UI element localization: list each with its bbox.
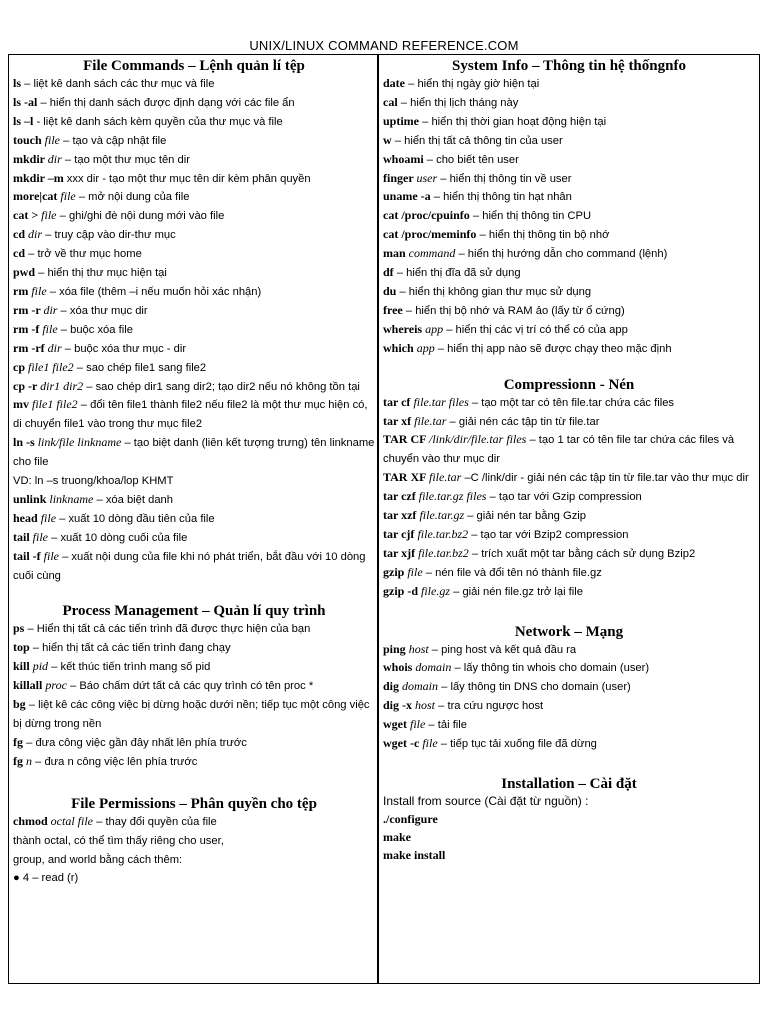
command-argument: dir (47, 340, 62, 355)
command-description: VD: ln –s truong/khoa/lop KHMT (13, 475, 174, 488)
section-title-system: System Info – Thông tin hệ thốngnfo (452, 58, 686, 74)
command-description: – cho biết tên user (423, 153, 519, 166)
command-line (13, 75, 375, 94)
command-line (383, 394, 755, 413)
command-argument: octal file (50, 813, 93, 828)
command-description: – tạo một thư mục tên dir (61, 153, 190, 166)
command-name: pwd (13, 265, 36, 280)
command-name: tar xf (383, 413, 415, 428)
command-name: unlink (13, 491, 50, 506)
command-description: – lấy thông tin DNS cho domain (user) (438, 681, 631, 694)
command-name: cd (13, 246, 25, 261)
command-argument: file (407, 564, 423, 579)
command-argument: file (44, 132, 60, 147)
command-description: – hiển thị thời gian hoạt động hiện tại (419, 115, 607, 128)
command-description: – hiển thị đĩa đã sử dụng (393, 267, 521, 280)
command-description: – Hiển thị tất cả các tiến trình đã được thực hiện của bạn (24, 623, 311, 636)
command-description: – buộc xóa thư mục - dir (61, 342, 187, 355)
command-description: – thay đổi quyền của file (93, 815, 217, 828)
section-title-installation: Installation – Cài đặt (501, 776, 637, 792)
command-name: cal (383, 94, 398, 109)
command-description: group, and world bằng cách thêm: (13, 853, 183, 866)
command-description: – hiển thị danh sách được định dạng với các file ẩn (37, 96, 295, 109)
command-description: – tạo một tar có tên file.tar chứa các files (468, 396, 675, 409)
command-description: – hiển thị app nào sẽ được chạy theo mặc định (434, 342, 672, 355)
command-argument: file.gz (421, 583, 451, 598)
command-description: – kết thúc tiến trình mang số pid (48, 661, 211, 674)
command-description: – xuất nội dung của file khi nó phát triển, bắt đầu với 10 dòng cuối cùng (13, 550, 366, 582)
command-name: killall (13, 678, 46, 693)
command-argument: file1 file2 (32, 397, 78, 412)
command-line (13, 734, 375, 753)
command-line (13, 639, 375, 658)
command-argument: file (43, 548, 59, 563)
command-name: man (383, 246, 409, 261)
command-description: – xuất 10 dòng đầu tiên của file (56, 512, 215, 525)
command-name: gzip -d (383, 583, 422, 598)
command-name: tar xzf (383, 508, 420, 523)
command-name: make (383, 829, 411, 844)
command-line (383, 526, 755, 545)
command-line (13, 113, 375, 132)
command-name: tar xjf (383, 545, 419, 560)
command-line (13, 302, 375, 321)
command-argument: app (425, 321, 444, 336)
command-name: wget -c (383, 736, 423, 751)
command-argument: pid (32, 659, 49, 674)
command-line (383, 151, 755, 170)
command-argument: file (40, 510, 57, 525)
command-line (13, 472, 375, 491)
command-argument: file.tar (414, 413, 447, 428)
command-argument: linkname (49, 491, 94, 506)
command-description: – hiển thị thông tin CPU (469, 210, 592, 223)
command-description: – hiển thị bộ nhớ và RAM ảo (lấy từ ổ cứng) (402, 304, 625, 317)
command-line (383, 488, 755, 507)
command-argument: domain (415, 660, 452, 675)
command-description: – hiển thị thư mục hiện tại (35, 267, 167, 280)
command-argument: host (415, 698, 436, 713)
command-name: whereis (383, 321, 426, 336)
command-name: w (383, 132, 392, 147)
command-line (13, 170, 375, 189)
command-description: – hiển thị tất cả thông tin của user (391, 134, 563, 147)
command-line (383, 321, 755, 340)
command-argument: link/file linkname (37, 435, 122, 450)
command-argument: domain (402, 679, 439, 694)
command-line (13, 264, 375, 283)
command-name: top (13, 640, 30, 655)
command-name: ls -al (13, 94, 38, 109)
section-title-file-commands: File Commands – Lệnh quản lí tệp (83, 58, 305, 74)
process-list (13, 620, 375, 771)
command-name: wget (383, 717, 410, 732)
command-line (383, 659, 755, 678)
command-description: – tạo 1 tar có tên file tar chứa các files và chuyển vào thư mục dir (383, 434, 735, 466)
command-description: - liệt kê danh sách kèm quyền của thư mục và file (33, 115, 283, 128)
command-name: dig (383, 679, 403, 694)
command-line (383, 716, 755, 735)
command-line (13, 245, 375, 264)
command-line (383, 507, 755, 526)
command-name: ./configure (383, 811, 438, 826)
command-name: ls –l (13, 113, 34, 128)
command-name: touch (13, 132, 45, 147)
command-description: – hiển thị tất cả các tiến trình đang chạy (29, 642, 231, 655)
command-line (383, 469, 755, 488)
command-name: mkdir –m (13, 170, 67, 185)
command-description: – hiển thị không gian thư mục sử dụng (396, 285, 592, 298)
command-line (383, 829, 755, 847)
page-header: UNIX/LINUX COMMAND REFERENCE.COM (249, 38, 519, 53)
command-name: more|cat (13, 189, 61, 204)
command-argument: /link/dir/file.tar files (429, 432, 527, 447)
command-name: cp (13, 359, 28, 374)
command-argument: dir (43, 302, 58, 317)
command-argument: file (60, 189, 76, 204)
command-line (383, 413, 755, 432)
command-name: make install (383, 847, 446, 862)
command-line (13, 813, 375, 832)
command-argument: dir (47, 151, 62, 166)
command-name: fg (13, 734, 23, 749)
command-argument: app (416, 340, 435, 355)
command-description: – xóa thư mục dir (57, 304, 148, 317)
command-description: – liệt kê các công việc bị dừng hoặc dưới nền; tiếp tục một công việc bị dừng trong nền (13, 699, 370, 730)
command-name: cat > (13, 208, 42, 223)
compression-list (383, 394, 755, 602)
command-line (13, 491, 375, 510)
reference-table (8, 54, 760, 984)
command-argument: file (31, 283, 47, 298)
command-name: mv (13, 397, 32, 412)
command-argument: file.tar.bz2 (417, 526, 469, 541)
command-description: – đưa n công việc lên phía trước (32, 755, 198, 768)
command-name: whois (383, 660, 416, 675)
command-name: tar czf (383, 489, 419, 504)
command-argument: n (26, 753, 32, 768)
command-name: free (383, 302, 403, 317)
command-name: du (383, 283, 397, 298)
command-line (13, 378, 375, 397)
left-column (13, 55, 375, 983)
command-name: ln -s (13, 435, 38, 450)
command-name: rm -f (13, 321, 43, 336)
command-argument: file.tar files (413, 394, 469, 409)
command-argument: file.tar (429, 470, 462, 485)
command-line (383, 264, 755, 283)
command-line (13, 132, 375, 151)
file-commands-list (13, 75, 375, 585)
command-name: fg (13, 753, 26, 768)
command-line (383, 170, 755, 189)
command-description: – hiển thị thông tin bộ nhớ (476, 229, 610, 242)
command-description: – giải nén các tập tin từ file.tar (446, 415, 600, 428)
command-line (383, 735, 755, 754)
command-line (13, 869, 375, 888)
command-description: – hiển thị hướng dẫn cho command (lệnh) (455, 248, 668, 261)
command-description: – đưa công việc gần đây nhất lên phía trước (23, 736, 247, 749)
command-argument: file1 file2 (28, 359, 74, 374)
command-line (13, 283, 375, 302)
command-argument: proc (45, 678, 67, 693)
command-name: rm (13, 283, 32, 298)
command-name: head (13, 510, 41, 525)
command-line (13, 677, 375, 696)
command-line (13, 434, 375, 472)
command-name: cp -r (13, 378, 41, 393)
command-line (13, 620, 375, 639)
command-name: TAR CF (383, 432, 429, 447)
section-title-compression: Compressionn - Nén (503, 376, 635, 393)
command-line (13, 529, 375, 548)
command-name: rm -rf (13, 340, 48, 355)
command-line (13, 658, 375, 677)
command-description: – mở nội dung của file (75, 191, 190, 204)
command-line (383, 583, 755, 602)
command-line (383, 207, 755, 226)
command-name: which (383, 340, 417, 355)
section-title-permissions: File Permissions – Phân quyền cho tệp (71, 795, 317, 812)
command-line (383, 113, 755, 132)
command-line (13, 696, 375, 734)
command-description: – tạo và cập nhật file (60, 134, 167, 147)
command-line (13, 832, 375, 851)
command-description: thành octal, có thể tìm thấy riêng cho user, (13, 834, 224, 847)
command-line (13, 340, 375, 359)
command-line (13, 851, 375, 870)
command-name: TAR XF (383, 470, 429, 485)
command-description: – hiển thị thông tin về user (437, 172, 572, 185)
command-description: ● 4 – read (r) (13, 872, 79, 885)
command-description: – liệt kê danh sách các thư mục và file (21, 78, 215, 90)
command-description: –C /link/dir - giải nén các tập tin từ file.tar vào thư mục dir (461, 472, 749, 485)
command-description: – trích xuất một tar bằng cách sử dụng Bzip2 (468, 547, 696, 560)
command-name: gzip (383, 564, 408, 579)
column-divider (377, 55, 379, 983)
command-name: date (383, 76, 405, 90)
command-argument: file.tar.gz files (418, 489, 487, 504)
command-name: cat /proc/cpuinfo (383, 208, 470, 223)
command-line (383, 245, 755, 264)
command-line (13, 226, 375, 245)
command-name: cd (13, 227, 28, 242)
command-line (383, 75, 755, 94)
command-line (383, 283, 755, 302)
command-line (383, 811, 755, 829)
command-name: kill (13, 659, 33, 674)
command-description: – tải file (425, 719, 467, 732)
command-name: finger (383, 170, 417, 185)
command-name: df (383, 265, 394, 280)
command-argument: file (410, 717, 426, 732)
permissions-list (13, 813, 375, 889)
command-name: tar cf (383, 394, 414, 409)
command-argument: dir (28, 227, 43, 242)
command-argument: file (41, 208, 57, 223)
command-description: – tiếp tục tải xuống file đã dừng (437, 738, 597, 751)
command-description: – hiển thị ngày giờ hiện tại (405, 78, 540, 90)
command-name: ps (13, 621, 25, 636)
command-name: mkdir (13, 151, 48, 166)
section-title-process: Process Management – Quản lí quy trình (62, 603, 326, 620)
command-line (13, 94, 375, 113)
command-argument: host (408, 641, 429, 656)
command-name: tail (13, 529, 33, 544)
command-argument: file (42, 321, 58, 336)
command-argument: command (408, 246, 456, 261)
command-description: – tạo tar với Bzip2 compression (468, 528, 629, 541)
command-line (383, 678, 755, 697)
command-line (383, 340, 755, 359)
command-line (383, 431, 755, 469)
command-name: cat /proc/meminfo (383, 227, 477, 242)
system-list (383, 75, 755, 359)
command-description: – đổi tên file1 thành file2 nếu file2 là một thư mục hiện có, di chuyển file1 vào trong thư mục file2 (13, 399, 368, 431)
command-description: – hiển thị lịch tháng này (397, 96, 519, 109)
command-line (13, 753, 375, 772)
right-column (383, 55, 755, 983)
command-description: – nén file và đổi tên nó thành file.gz (422, 566, 602, 579)
command-description: – Báo chấm dứt tất cả các quy trình có tên proc * (66, 680, 314, 693)
command-argument: file.tar.bz2 (418, 545, 469, 560)
command-argument: file (422, 736, 438, 751)
command-name: dig -x (383, 698, 416, 713)
command-line (383, 545, 755, 564)
command-name: bg (13, 697, 26, 712)
command-line (383, 564, 755, 583)
command-line (383, 847, 755, 865)
command-line (13, 321, 375, 340)
command-name: rm -r (13, 302, 44, 317)
command-line (383, 641, 755, 660)
command-name: whoami (383, 151, 424, 166)
installation-intro: Install from source (Cài đặt từ nguồn) : (383, 794, 589, 808)
command-line (383, 132, 755, 151)
command-description: – giải nén tar bằng Gzip (464, 510, 587, 523)
network-list (383, 641, 755, 754)
command-line (13, 207, 375, 226)
command-line (13, 188, 375, 207)
command-line (13, 359, 375, 378)
command-description: – xóa file (thêm –i nếu muốn hỏi xác nhận) (46, 285, 262, 298)
section-title-network: Network – Mạng (514, 623, 624, 640)
command-description: – giải nén file.gz trở lại file (450, 585, 583, 598)
command-line (13, 510, 375, 529)
command-name: ping (383, 641, 409, 656)
command-description: – ghi/ghi đè nội dung mới vào file (56, 210, 225, 223)
command-description: – hiển thị thông tin hạt nhân (430, 191, 572, 204)
command-name: tail -f (13, 548, 44, 563)
command-argument: dir1 dir2 (40, 378, 84, 393)
command-argument: file.tar.gz (419, 508, 465, 523)
command-argument: file (32, 529, 48, 544)
command-name: chmod (13, 813, 51, 828)
command-line (13, 548, 375, 586)
command-line (13, 151, 375, 170)
command-description: – trở về thư mục home (25, 248, 142, 261)
command-description: – tạo biệt danh (liên kết tượng trưng) tên linkname cho file (13, 437, 375, 469)
command-description: – xóa biệt danh (93, 493, 173, 506)
command-line (383, 94, 755, 113)
command-line (383, 302, 755, 321)
command-line (13, 396, 375, 434)
command-description: – tra cứu ngược host (435, 700, 544, 713)
command-description: – hiển thị các vị trí có thể có của app (443, 323, 628, 336)
installation-list (383, 811, 755, 865)
command-description: – xuất 10 dòng cuối của file (48, 531, 188, 544)
command-description: – lấy thông tin whois cho domain (user) (451, 662, 650, 675)
command-name: uptime (383, 113, 419, 128)
command-name: ls (13, 76, 22, 90)
command-description: – buộc xóa file (57, 323, 133, 336)
command-description: – ping host và kết quả đầu ra (428, 643, 577, 656)
command-description: – sao chép dir1 sang dir2; tạo dir2 nếu nó không tồn tại (83, 380, 360, 393)
command-description: – truy cập vào dir-thư mục (42, 229, 176, 242)
command-line (383, 226, 755, 245)
command-description: – tạo tar với Gzip compression (486, 491, 642, 504)
command-line (383, 697, 755, 716)
command-description: – sao chép file1 sang file2 (73, 361, 207, 374)
command-argument: user (416, 170, 438, 185)
command-description: xxx dir - tạo một thư mục tên dir kèm phân quyền (66, 172, 311, 185)
command-name: uname -a (383, 189, 431, 204)
command-name: tar cjf (383, 526, 418, 541)
command-line (383, 188, 755, 207)
